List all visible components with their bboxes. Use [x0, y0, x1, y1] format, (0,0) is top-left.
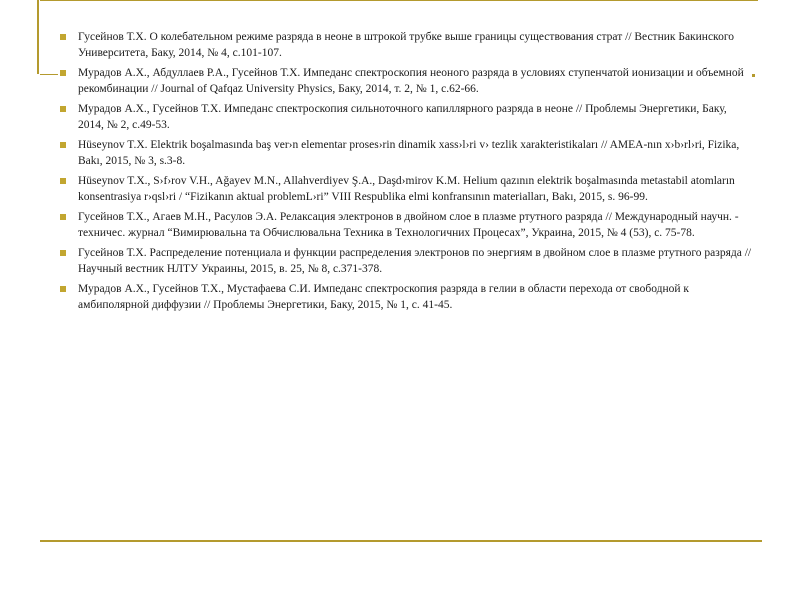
reference-item: [60, 173, 755, 205]
reference-item: [60, 245, 755, 277]
reference-text: Мурадов А.Х., Гусейнов Т.Х., Мустафаева С.И. Импеданс спектроскопия разряда в гелии в области перехода от свободной к амбиполярной диффузии // Проблемы Энергетики, Баку, 2015, № 1, с. 41-45.: [78, 283, 690, 311]
reference-item: [60, 209, 755, 241]
reference-text: Hüseynov T.X., S›f›rov V.H., Ağayev M.N., Allahverdiyev Ş.A., Daşd›mirov K.M. Helium qazının elektrik boşalmasında metastabil atomların konsentrasiya r›qsl›ri / “Fizikanın aktual problemL›ri” VIII Respublika elmi konfransının materialları, Bakı, 2015, s. 96-99.: [78, 175, 735, 203]
reference-item: [60, 101, 755, 133]
bottom-rule: [40, 540, 762, 542]
reference-item: [60, 281, 755, 313]
reference-text: Гусейнов Т.Х., Агаев М.Н., Расулов Э.А. Релаксация электронов в двойном слое в плазме ртутного разряда // Международный научн. - техничес. журнал “Вимирювальна та Обчислювальна Техника в Технологичних Процесах”, Украина, 2015, № 4 (53), с. 75-78.: [78, 211, 739, 239]
left-accent-rule: [37, 0, 39, 74]
reference-item: [60, 137, 755, 169]
square-bullet-icon: [60, 34, 66, 40]
reference-text: Hüseynov T.X. Elektrik boşalmasında baş ver›n elementar proses›rin dinamik xass›l›ri v› tezlik xarakteristikaları // AMEA-nın x›b›rl›ri, Fizika, Bakı, 2015, № 3, s.3-8.: [78, 139, 740, 167]
square-bullet-icon: [60, 70, 66, 76]
left-accent-tick: [40, 74, 58, 75]
square-bullet-icon: [60, 250, 66, 256]
reference-text: Гусейнов Т.Х. Распределение потенциала и функции распределения электронов по энергиям в двойном слое в плазме ртутного разряда // Научный вестник НЛТУ Украины, 2015, в. 25, № 8, с.371-378.: [78, 247, 752, 275]
square-bullet-icon: [60, 178, 66, 184]
reference-item: [60, 65, 755, 97]
reference-text: Мурадов А.Х., Абдуллаев Р.А., Гусейнов Т.Х. Импеданс спектроскопия неоного разряда в условиях ступенчатой ионизации и объемной рекомбинации // Journal of Qafqaz University Physics, Баку, 2014, т. 2, № 1, с.62-66.: [78, 67, 744, 95]
square-bullet-icon: [60, 106, 66, 112]
reference-list: [60, 29, 755, 317]
top-rule: [40, 0, 758, 1]
square-bullet-icon: [60, 142, 66, 148]
square-bullet-icon: [60, 286, 66, 292]
reference-text: Мурадов А.Х., Гусейнов Т.Х. Импеданс спектроскопия сильноточного капиллярного разряда в неоне // Проблемы Энергетики, Баку, 2014, № 2, с.49-53.: [78, 103, 727, 131]
reference-text: Гусейнов Т.Х. О колебательном режиме разряда в неоне в штрокой трубке выше границы существования страт // Вестник Бакинского Университета, Баку, 2014, № 4, с.101-107.: [78, 31, 734, 59]
square-bullet-icon: [60, 214, 66, 220]
reference-item: [60, 29, 755, 61]
